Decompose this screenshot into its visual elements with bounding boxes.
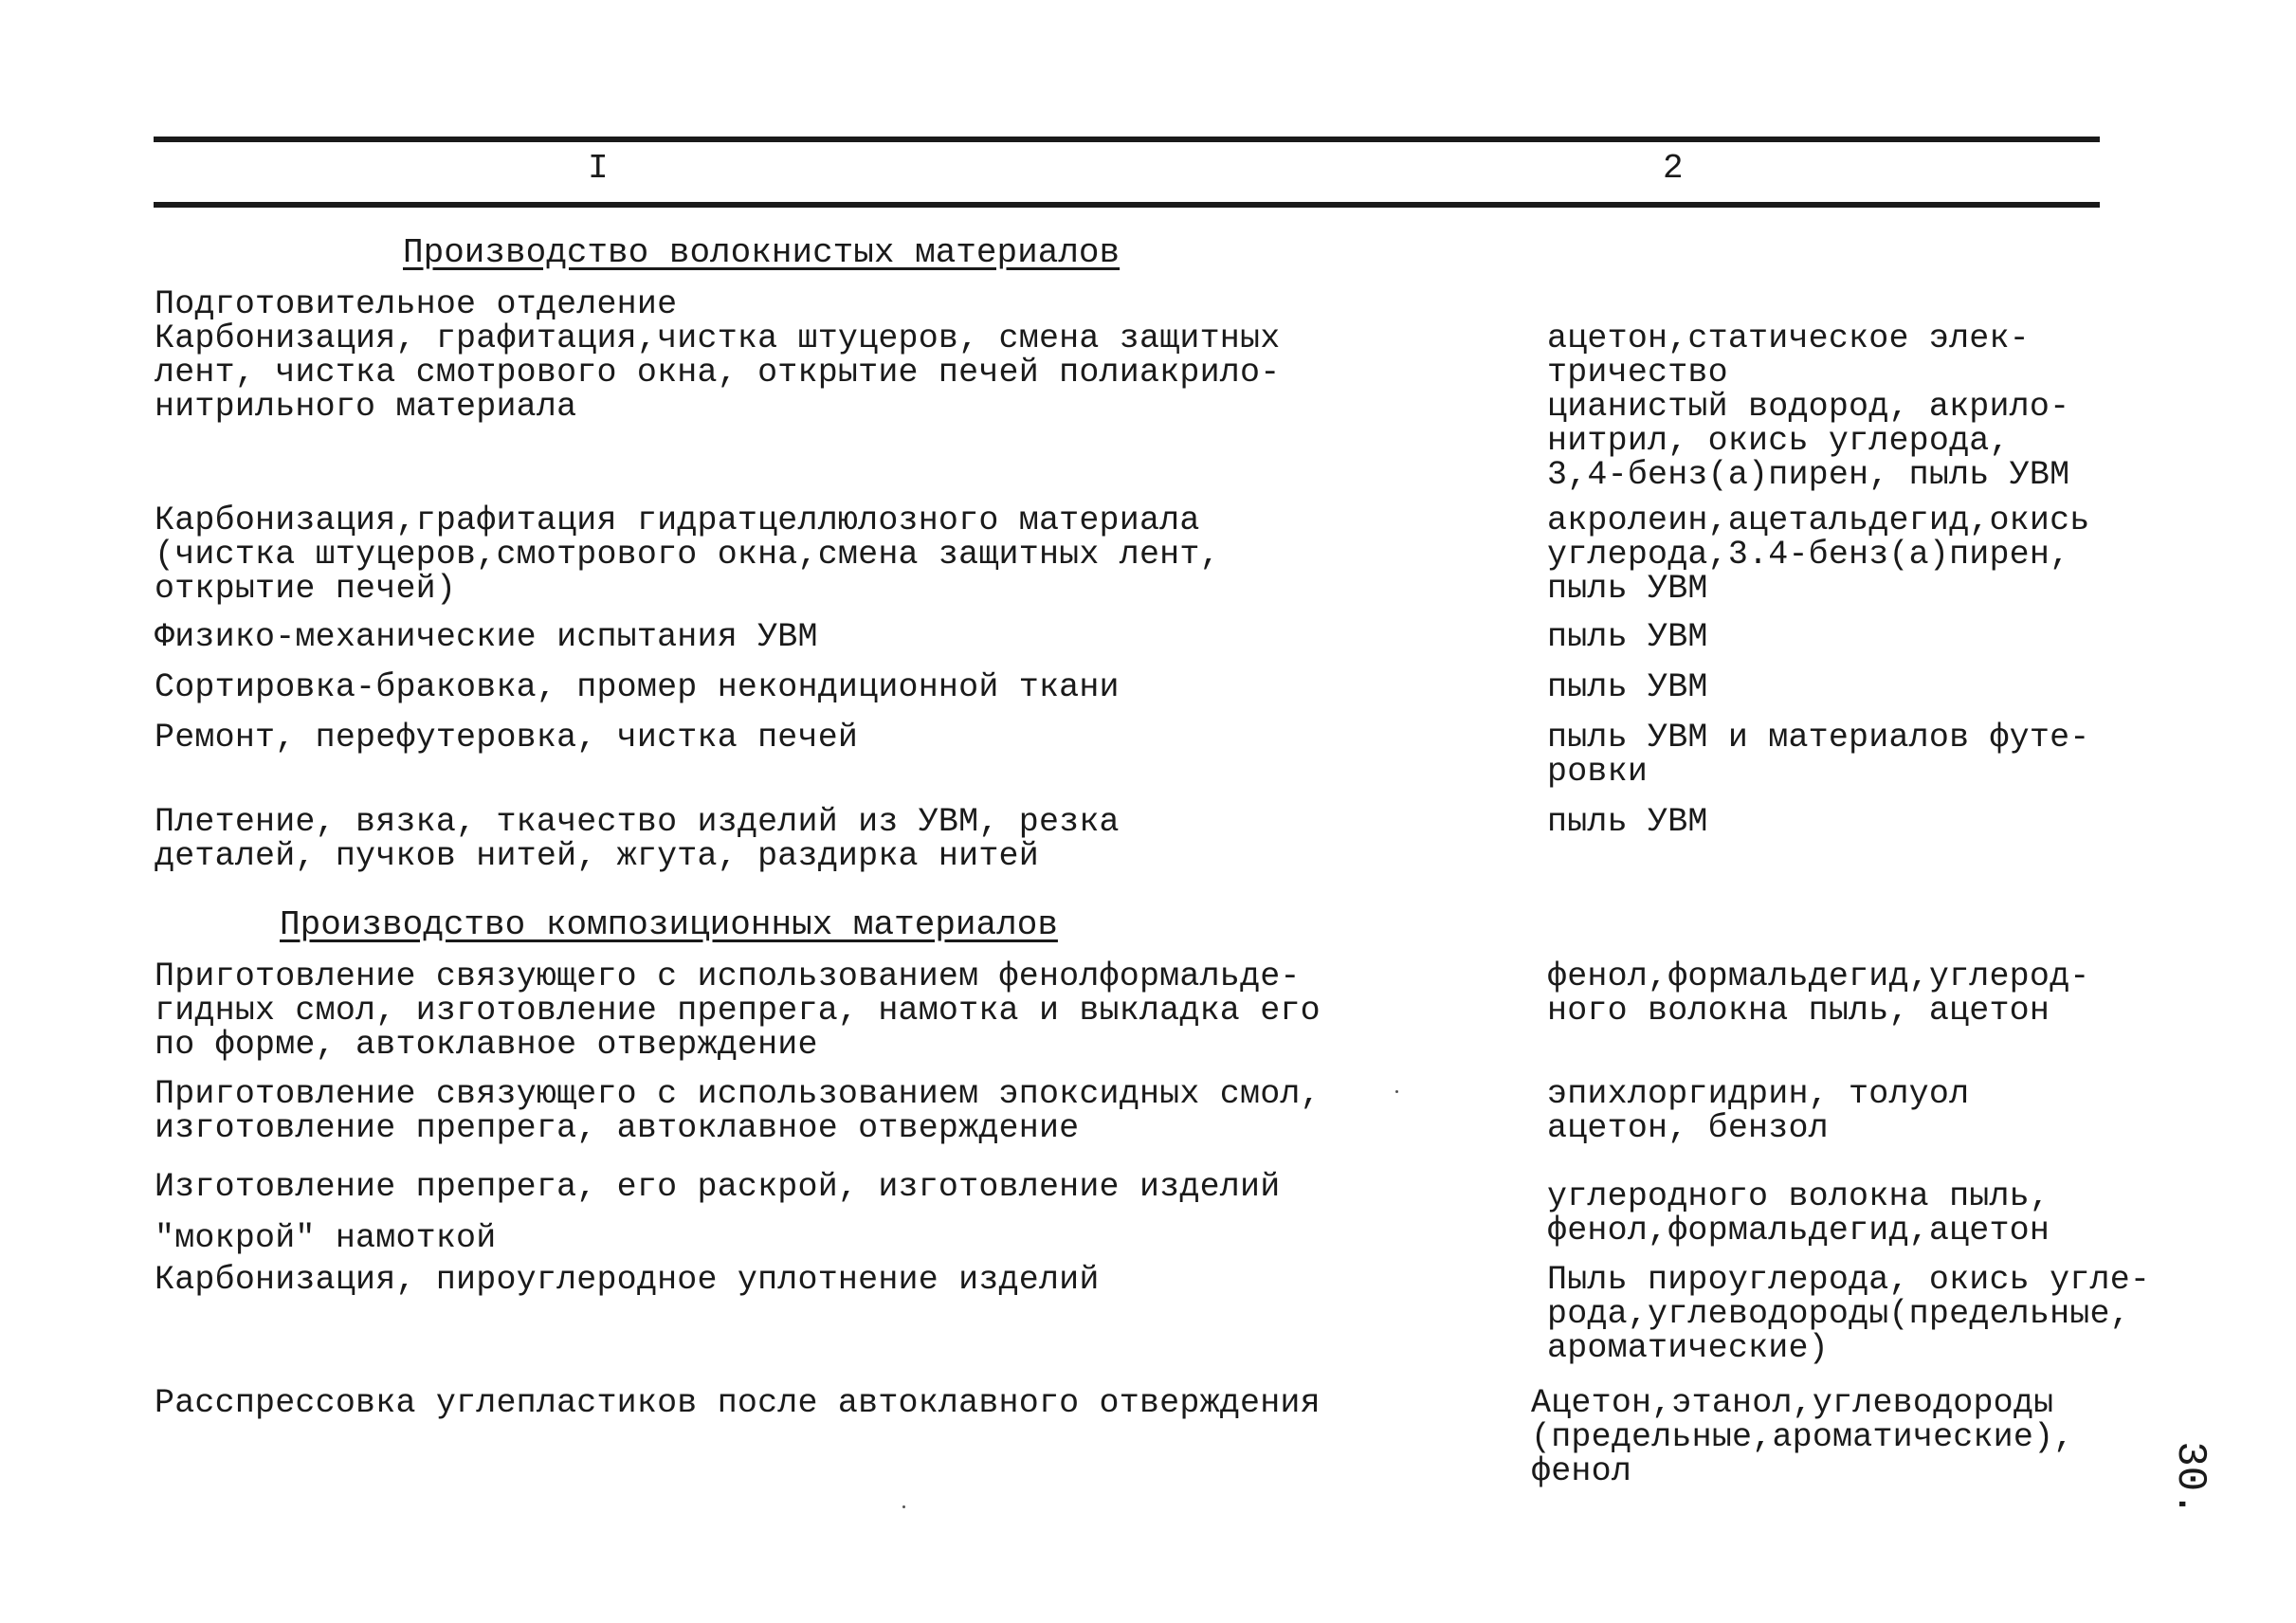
row-hazard: ацетон,статическое элек- тричество цианистый водород, акрило- нитрил, окись углерода, 3,4-бенз(а)пирен, пыль УВМ [1547, 319, 2070, 494]
row-process: Расспрессовка углепластиков после автоклавного отверждения [155, 1384, 1321, 1422]
row-hazard: акролеин,ацетальдегид,окись углерода,3.4-бенз(а)пирен, пыль УВМ [1547, 501, 2090, 608]
row-process: Ремонт, перефутеровка, чистка печей [155, 719, 859, 757]
row-process: Физико-механические испытания УВМ [155, 618, 818, 656]
row-process: Карбонизация, пироуглеродное уплотнение изделий [155, 1261, 1100, 1299]
row-process: Приготовление связующего с использованием эпоксидных смол, изготовление препрега, автоклавное отверждение [155, 1075, 1321, 1147]
row-process: Плетение, вязка, ткачество изделий из УВМ, резка деталей, пучков нитей, жгута, раздирка нитей [155, 803, 1120, 875]
row-hazard: пыль УВМ и материалов футе- ровки [1547, 719, 2090, 791]
row-process: Сортировка-браковка, промер некондиционной ткани [155, 668, 1120, 706]
table-header-rule [154, 202, 2100, 208]
table-top-rule [154, 137, 2100, 142]
row-hazard: Пыль пироуглерода, окись угле- рода,углеводороды(предельные, ароматические) [1547, 1261, 2151, 1367]
row-hazard: эпихлоргидрин, толуол ацетон, бензол [1547, 1075, 1970, 1147]
row-hazard: фенол,формальдегид,углерод- ного волокна пыль, ацетон [1547, 957, 2090, 1030]
row-hazard: пыль УВМ [1547, 618, 1708, 656]
row-hazard: Ацетон,этанол,углеводороды (предельные,ароматические), фенол [1531, 1384, 2074, 1490]
row-process: Карбонизация,графитация гидратцеллюлозного материала (чистка штуцеров,смотрового окна,смена защитных лент, открытие печей) [155, 501, 1220, 608]
column-header-1: I [588, 149, 609, 188]
section-title-composite: Производство композиционных материалов [280, 905, 1058, 944]
row-hazard: пыль УВМ [1547, 668, 1708, 706]
column-header-2: 2 [1663, 149, 1684, 188]
row-process: Изготовление препрега, его раскрой, изготовление изделий "мокрой" намоткой [155, 1168, 1281, 1257]
scan-speck [902, 1505, 905, 1508]
row-hazard: пыль УВМ [1547, 803, 1708, 841]
row-process: Подготовительное отделение Карбонизация, графитация,чистка штуцеров, смена защитных лент, чистка смотрового окна, открытие печей полиакрило- нитрильного материала [155, 285, 1281, 426]
row-process: Приготовление связующего с использованием фенолформальде- гидных смол, изготовление препрега, намотка и выкладка его по форме, автоклавное отверждение [155, 957, 1321, 1064]
page-number: 30. [2166, 1441, 2214, 1517]
section-title-fibrous: Производство волокнистых материалов [403, 233, 1121, 272]
row-hazard: углеродного волокна пыль, фенол,формальдегид,ацетон [1547, 1177, 2050, 1249]
scan-speck [1395, 1090, 1398, 1093]
